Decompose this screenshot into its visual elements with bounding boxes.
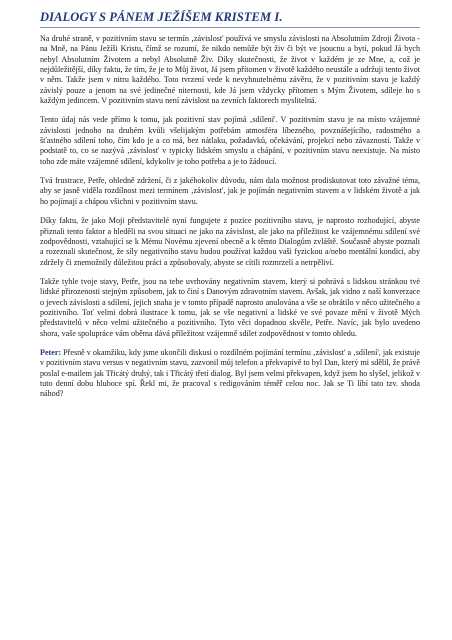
document-page (40, 8, 420, 409)
paragraph-peter (40, 348, 420, 400)
page-header (40, 8, 420, 28)
paragraph-states: Takže tyhle tvoje stavy, Petře, jsou na tebe uvrhovány negativním stavem, který si pohrává s lidskou stránkou tvé lidské přirozenosti stejným způsobem, jak to činí s Danovým zdravotním stavem. Avšak, jak vidno z naší konverzace o jevech závislosti a sdílení, jejich snaha je v tomto případě naprosto anulována a vše se obrátilo v něco užitečného a pozitivního. Toť velmi dobrá ilustrace k tomu, jak se vše negativní a lidské ve své povaze mění v životě Mých představitelů v něco velmi užitečného a pozitivního. Tyto věci dopadnou skvěle, Petře. Navíc, jak bylo uvedeno shora, vaše spolupráce vám oběma dává příležitost vzájemně sdílet zodpovědnost v tomto ohledu. (40, 276, 420, 338)
paragraph-frustration: Tvá frustrace, Petře, ohledně zdržení, či z jakéhokoliv důvodu, nám dala možnost prodiskutovat toto závažné téma, aby se jasně viděla rozdílnost mezi termínem ‚závislost', jak je pojímán negativním stavem a v lidském životě a jak ho pojímají a chápou všichni v pozitivním stavu. (40, 176, 420, 206)
page-title: DIALOGY S PÁNEM JEŽÍŠEM KRISTEM I. (40, 10, 283, 24)
peter-text: Přesně v okamžiku, kdy jsme ukončili diskusi o rozdílném pojímání termínu ‚závislost' a ‚sdílení', jak existuje v pozitivním stavu versus v negativním stavu, zazvonil můj telefon a překvapivě to byl Dan, který mi sdělil, že právě poslal e-mailem jak Třicátý druhý, tak i Třicátý třetí dialog. Byl jsem velmi překvapen, když jsem ho slyšel, jelikož v tuto denní dobu hluboce spí. Řekl mi, že pracoval s redigováním téměř celou noc. Jak se Ti líbí tato tzv. shoda náhod? (40, 347, 420, 399)
paragraph-dependence-positive: Na druhé straně, v pozitivním stavu se termín ‚závislost' používá ve smyslu závislosti na Absolutním Zdroji Života - na Mně, na Pánu Ježíši Kristu, čímž se rozumí, že nikdo nemůže být živ či být ve jsoucnu a bytí, pokud Já bych nebyl Absolutním Životem a nebyl Absolutně Živ. Díky skutečnosti, že život v každém je ze Mne, a, což je nejdůležitější, díky faktu, že tím, že je to Můj život, Já jsem přítomen v životě každého neustále a udržuji tento život v něm. Takže jsem v nitru každého. Toto tvrzení vede k nevyhnutelnému závěru, že v pozitivním stavu je každý závislý pouze a jenom na své jedinečné niternosti, kde Já jsem vždycky přítomen s Mým Životem, sdíleje ho s každým jedincem. V pozitivním stavu není závislost na zevních faktorech myslitelná. (40, 34, 420, 106)
paragraph-representatives: Díky faktu, že jako Moji představitelé nyní fungujete z pozice pozitivního stavu, je naprosto rozhodující, abyste přiznali tento faktor a hleděli na svou situaci ne jako na závislost, ale jako na příležitost ke vzájemnému sdílení své zodpovědnosti, vztahující se k Mému Novému zjevení obecně a k těmto Dialogům zvláště. Současně abyste poznali a rozeznali skutečnost, že síly negativního stavu budou používat každou vaši fyzickou a/nebo mentální kondici, aby zdržely či znemožnily důležitou práci a způsobovaly, abyste se cítili rozmrzelí a netrpěliví. (40, 216, 420, 267)
paragraph-sharing: Tento údaj nás vede přímo k tomu, jak pozitivní stav pojímá ‚sdílení'. V pozitivním stavu je na místo vzájemné závislosti jednoho na druhém kvůli všelijakým potřebám atmosféra líbezného, povznášejícího, radostného a šťastného sdílení toho, čím kdo je a co má, bez nátlaku, požadavků, očekávání, projekcí nebo závazností. Takže v podstatě to, co se nazývá ‚závislost' v typicky lidském smyslu a chápání, v pozitivním stavu neexistuje. Na místo toho zde máte vzájemné sdílení, kdykoliv je toho potřeba a je to žádoucí. (40, 115, 420, 166)
speaker-label: Peter: (40, 347, 62, 357)
